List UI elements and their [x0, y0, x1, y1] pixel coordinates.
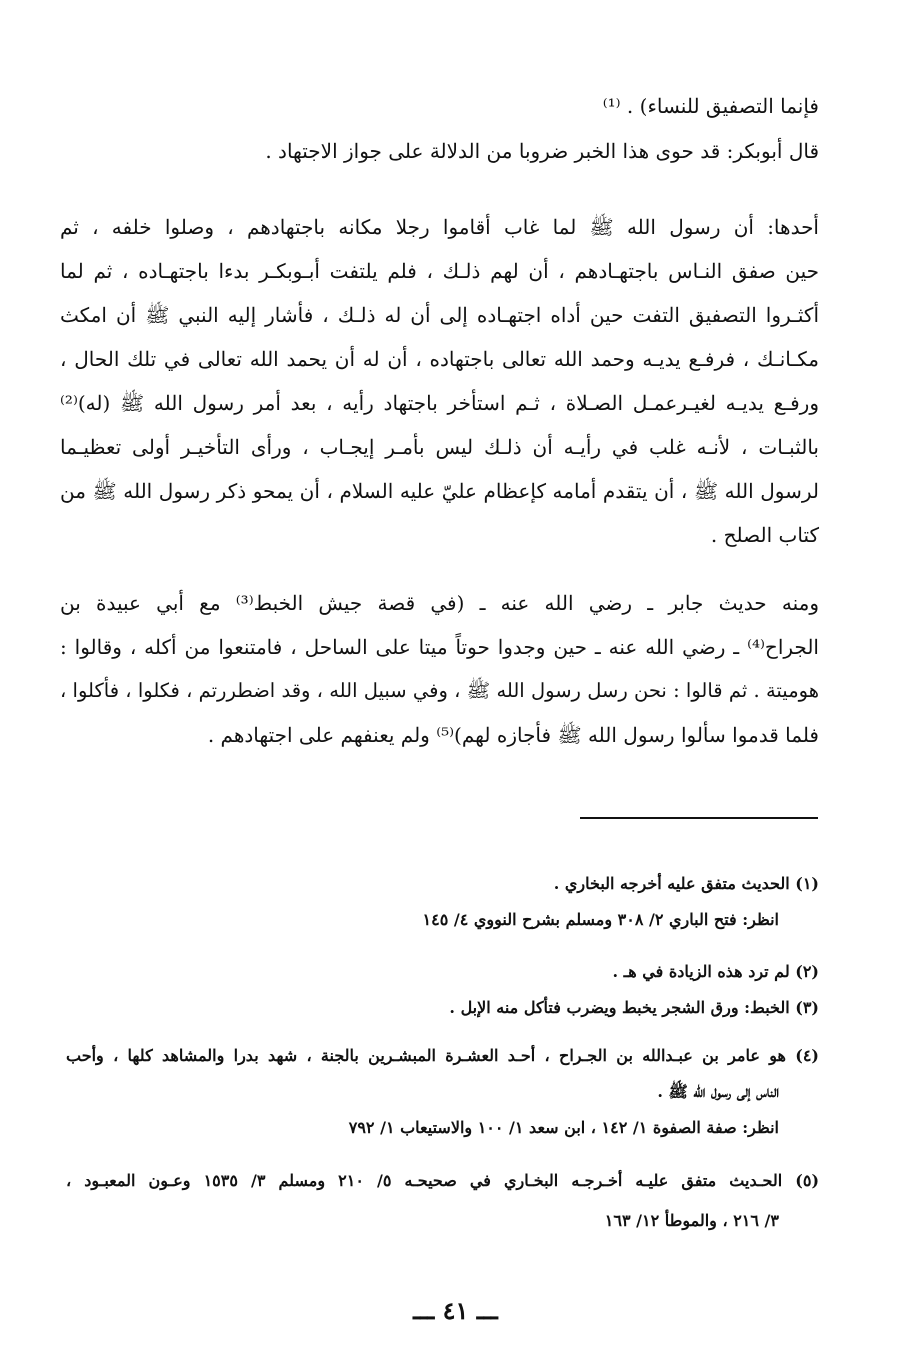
opening-line: قال أبوبكر: قد حوى هذا الخبر ضروبا من الدلالة على جواز الاجتهاد . [265, 139, 819, 163]
footnote-line: (٣) الخبط: ورق الشجر يخبط ويضرب فتأكل منه الإبل . [449, 998, 819, 1017]
paragraph-line: حين صفق النـاس باجتهـادهم ، أن لهم ذلـك ، فلم يلتفت أبـوبكـر بدءا باجتهـاده ، ثم لما [60, 259, 819, 283]
footnote-line: ٣/ ٢١٦ ، والموطأ ١٢/ ١٦٣ [604, 1211, 779, 1230]
footnote-line: انظر: صفة الصفوة ١/ ١٤٢ ، ابن سعد ١/ ١٠٠ والاستيعاب ١/ ٧٩٢ [348, 1118, 779, 1137]
footnote-line: (١) الحديث متفق عليه أخرجه البخاري . [553, 874, 819, 893]
footnote-line: الناس إلى رسول الله ﷺ . [657, 1082, 779, 1101]
paragraph-line: مكـانـك ، فرفـع يديـه وحمد الله تعالى باجتهاده ، أن له أن يحمد الله تعالى في تلك الحال ، [60, 347, 819, 371]
paragraph-line: لرسول الله ﷺ ، أن يتقدم أمامه كإعظام عليّ عليه السلام ، أن يمحو ذكر رسول الله ﷺ من [60, 479, 819, 503]
opening-line: فإنما التصفيق للنساء) . ⁽¹⁾ [602, 94, 819, 118]
footnote-separator [580, 817, 818, 819]
footnote-line: (٥) الحـديث متفق عليـه أخـرجـه البخـاري في صحيحـه ٥/ ٢١٠ ومسلم ٣/ ١٥٣٥ وعـون المعبـود ، [66, 1171, 820, 1190]
page-number: ـــ ٤١ ـــ [413, 1296, 498, 1325]
paragraph-line: بالثبـات ، لأنـه غلب في رأيـه أن ذلـك ليس بأمـر إيجـاب ، ورأى التأخيـر أولى تعظيـما [60, 435, 819, 459]
paragraph-line: أكثـروا التصفيق التفت حين أداه اجتهـاده إلى أن له ذلـك ، فأشار إليه النبي ﷺ أن امكث [60, 303, 819, 327]
paragraph-line: كتاب الصلح . [710, 523, 819, 547]
paragraph-line: ومنه حديث جابر ـ رضي الله عنه ـ (في قصة جيش الخبط⁽³⁾ مع أبي عبيدة بن [60, 591, 820, 615]
footnote-line: (٢) لم ترد هذه الزيادة في هـ . [612, 962, 819, 981]
paragraph-line: هوميتة . ثم قالوا : نحن رسل رسول الله ﷺ ، وفي سبيل الله ، وقد اضطررتم ، فكلوا ، فأكلوا ، [60, 679, 819, 702]
paragraph-line: فلما قدموا سألوا رسول الله ﷺ فأجازه لهم)⁽⁵⁾ ولم يعنفهم على اجتهادهم . [207, 723, 819, 747]
paragraph-line: الجراح⁽⁴⁾ ـ رضي الله عنه ـ حين وجدوا حوتاً ميتا على الساحل ، فامتنعوا من أكله ، وقالوا : [60, 635, 819, 659]
paragraph-line: ورفـع يديـه لغيـرعمـل الصـلاة ، ثـم استأخر باجتهاد رأيه ، بعد أمر رسول الله ﷺ (له)⁽²⁾ [60, 391, 819, 415]
footnote-line: انظر: فتح الباري ٢/ ٣٠٨ ومسلم بشرح النووي ٤/ ١٤٥ [422, 910, 779, 929]
footnote-line: (٤) هو عامر بن عبـدالله بن الجـراح ، أحـد العشـرة المبشـرين بالجنة ، شهد بدرا والمشاهد كلها ، وأحب [66, 1046, 819, 1065]
paragraph-line: أحدها: أن رسول الله ﷺ لما غاب أقاموا رجلا مكانه باجتهادهم ، وصلوا خلفه ، ثم [60, 215, 819, 239]
